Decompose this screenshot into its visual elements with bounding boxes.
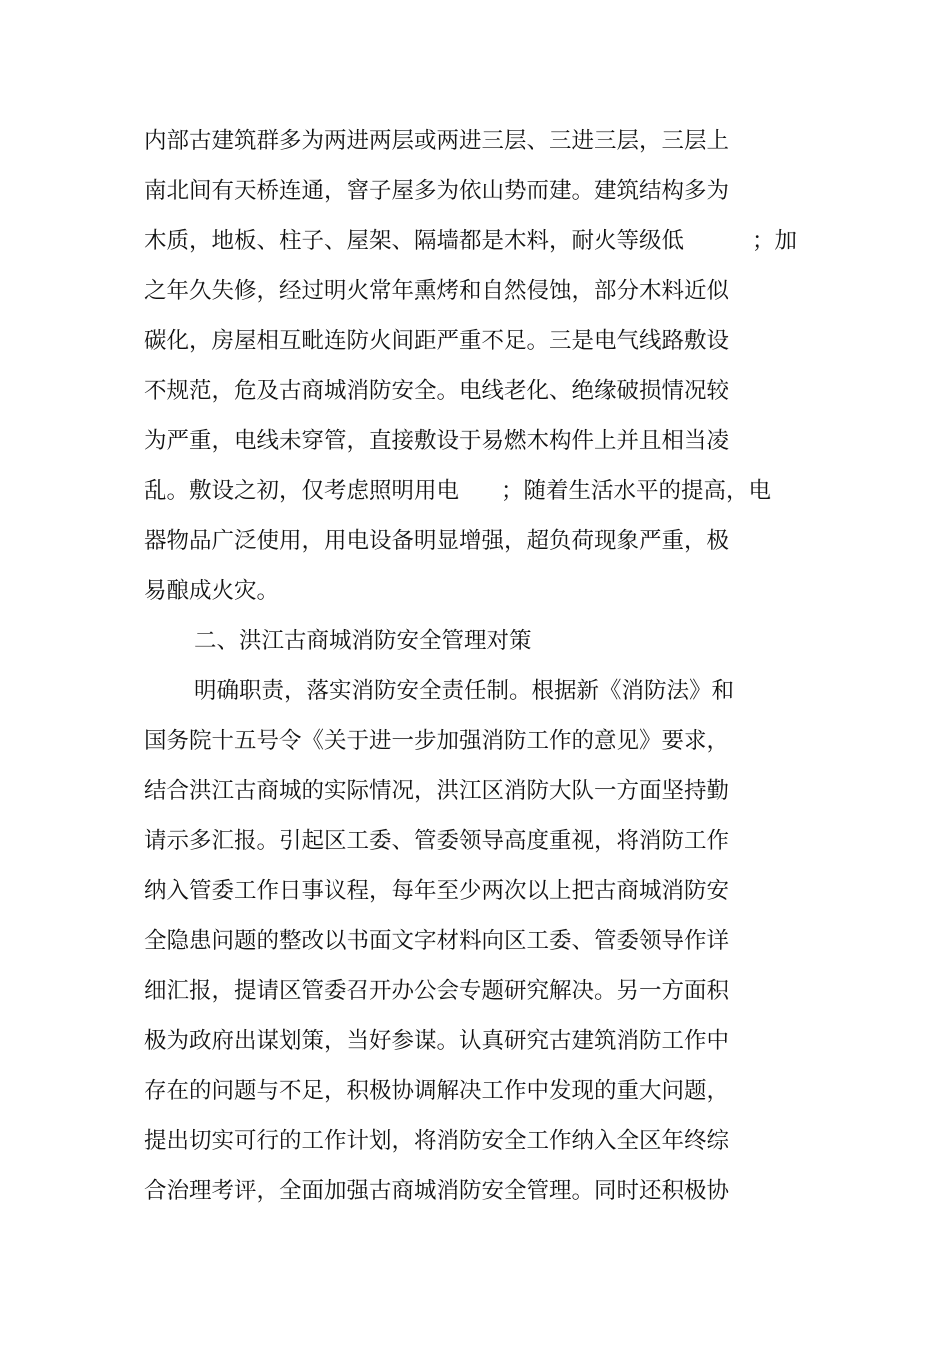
text-line: 不规范，危及古商城消防安全。电线老化、绝缘破损情况较 [144, 378, 730, 404]
text-line: 请示多汇报。引起区工委、管委领导高度重视，将消防工作 [144, 828, 730, 854]
text-line [144, 226, 797, 256]
text-line: 纳入管委工作日事议程，每年至少两次以上把古商城消防安 [144, 878, 730, 904]
text-line: 全隐患问题的整改以书面文字材料向区工委、管委领导作详 [144, 928, 730, 954]
text-segment: ；加 [752, 228, 798, 254]
text-line [144, 476, 771, 506]
text-line: 之年久失修，经过明火常年熏烤和自然侵蚀，部分木料近似 [144, 278, 730, 304]
text-segment: 乱。敷设之初，仅考虑照明用电 [144, 478, 460, 504]
text-line: 器物品广泛使用，用电设备明显增强，超负荷现象严重，极 [144, 528, 730, 554]
text-line: 提出切实可行的工作计划，将消防安全工作纳入全区年终综 [144, 1128, 730, 1154]
text-line: 结合洪江古商城的实际情况，洪江区消防大队一方面坚持勤 [144, 778, 730, 804]
text-line: 合治理考评，全面加强古商城消防安全管理。同时还积极协 [144, 1178, 730, 1204]
text-line: 细汇报，提请区管委召开办公会专题研究解决。另一方面积 [144, 978, 730, 1004]
text-line: 明确职责，落实消防安全责任制。根据新《消防法》和 [194, 678, 735, 704]
text-line: 南北间有天桥连通，窨子屋多为依山势而建。建筑结构多为 [144, 178, 730, 204]
text-line: 存在的问题与不足，积极协调解决工作中发现的重大问题， [144, 1078, 730, 1104]
text-line: 易酿成火灾。 [144, 578, 280, 604]
text-line: 国务院十五号令《关于进一步加强消防工作的意见》要求， [144, 728, 730, 754]
text-line: 为严重，电线未穿管，直接敷设于易燃木构件上并且相当凌 [144, 428, 730, 454]
text-line: 碳化，房屋相互毗连防火间距严重不足。三是电气线路敷设 [144, 328, 730, 354]
text-segment: ；随着生活水平的提高，电 [501, 478, 772, 504]
section-heading: 二、洪江古商城消防安全管理对策 [194, 628, 532, 654]
text-line: 极为政府出谋划策，当好参谋。认真研究古建筑消防工作中 [144, 1028, 730, 1054]
text-segment: 木质，地板、柱子、屋架、隔墙都是木料，耐火等级低 [144, 228, 685, 254]
text-line: 内部古建筑群多为两进两层或两进三层、三进三层，三层上 [144, 128, 730, 154]
